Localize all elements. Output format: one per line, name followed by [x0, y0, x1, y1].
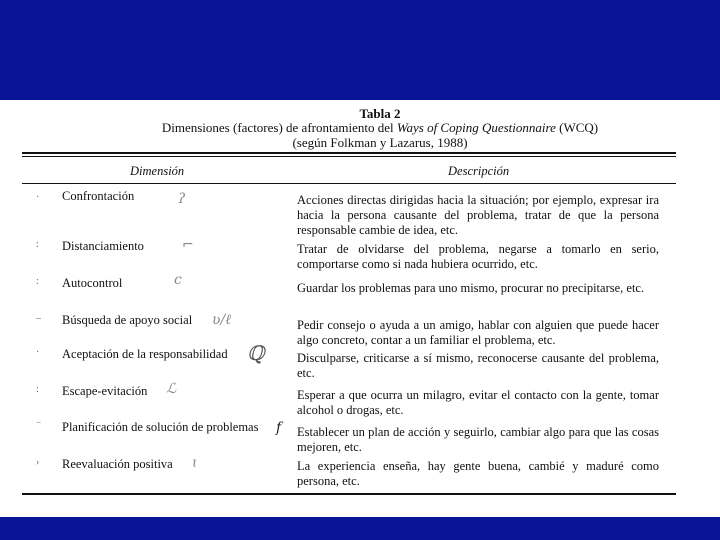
row-dimension: Confrontación: [62, 189, 135, 203]
handwritten-mark-icon: f: [276, 420, 282, 436]
row-mark: ·: [36, 347, 40, 358]
row-description: Disculparse, criticarse a sí mismo, reconocerse causante del problema, etc.: [297, 351, 659, 380]
header-description: Descripción: [448, 164, 510, 178]
subtitle-prefix: Dimensiones (factores) de afrontamiento del: [161, 120, 397, 135]
row-dimension: Búsqueda de apoyo social: [62, 313, 193, 327]
row-mark: :: [36, 239, 39, 250]
row-mark: ›: [36, 457, 40, 468]
row-dimension: Aceptación de la responsabilidad: [62, 347, 228, 361]
row-mark: –: [36, 313, 41, 324]
handwritten-mark-icon: ʔ: [178, 191, 186, 207]
handwritten-mark-icon: ʋ/ℓ: [212, 312, 232, 328]
table-title: Tabla 2: [359, 106, 401, 121]
handwritten-mark-icon: ℒ: [166, 381, 177, 397]
row-description: Establecer un plan de acción y seguirlo, cambiar algo para que las cosas mejoren, etc.: [297, 425, 659, 454]
row-description: Pedir consejo o ayuda a un amigo, hablar con alguien que puede hacer algo concreto, contar a un familiar el problema, etc.: [297, 318, 659, 347]
handwritten-mark-icon: ⌐: [182, 237, 194, 253]
row-mark: ⁻: [36, 420, 42, 431]
row-mark: :: [36, 384, 39, 395]
row-dimension: Escape-evitación: [62, 384, 148, 398]
table-top-rule-thin: [22, 156, 676, 157]
table-bottom-rule: [22, 493, 676, 495]
subtitle-suffix: (WCQ): [555, 120, 599, 135]
table-header-rule: [22, 183, 676, 184]
handwritten-mark-icon: c: [174, 272, 182, 288]
table-subtitle: [100, 120, 660, 135]
row-mark: ·: [36, 192, 40, 203]
row-description: Tratar de olvidarse del problema, negarse a tomarlo en serio, comportarse como si nada hubiera ocurrido, etc.: [297, 242, 659, 271]
handwritten-mark-icon: ℚ: [247, 341, 265, 365]
row-dimension: Reevaluación positiva: [62, 457, 173, 471]
table-source: (según Folkman y Lazarus, 1988): [292, 135, 468, 150]
row-dimension: Planificación de solución de problemas: [62, 420, 259, 434]
row-description: Esperar a que ocurra un milagro, evitar el contacto con la gente, tomar alcohol o drogas, etc.: [297, 388, 659, 417]
row-mark: :: [36, 276, 39, 287]
row-description: Guardar los problemas para uno mismo, procurar no precipitarse, etc.: [297, 281, 645, 295]
handwritten-mark-icon: ɩ: [192, 455, 198, 471]
table-top-rule: [22, 152, 676, 154]
row-description: La experiencia enseña, hay gente buena, cambié y maduré como persona, etc.: [297, 459, 659, 488]
bottom-blue-band: [0, 517, 720, 540]
row-description: Acciones directas dirigidas hacia la situación; por ejemplo, expresar ira hacia la persona causante del problema, tratar de que la persona responsable cambie de idea, etc.: [297, 193, 659, 237]
row-dimension: Autocontrol: [62, 276, 123, 290]
header-dimension: Dimensión: [130, 164, 185, 178]
row-dimension: Distanciamiento: [62, 239, 144, 253]
top-blue-band: [0, 0, 720, 100]
subtitle-questionnaire: Ways of Coping Questionnaire: [396, 120, 556, 135]
